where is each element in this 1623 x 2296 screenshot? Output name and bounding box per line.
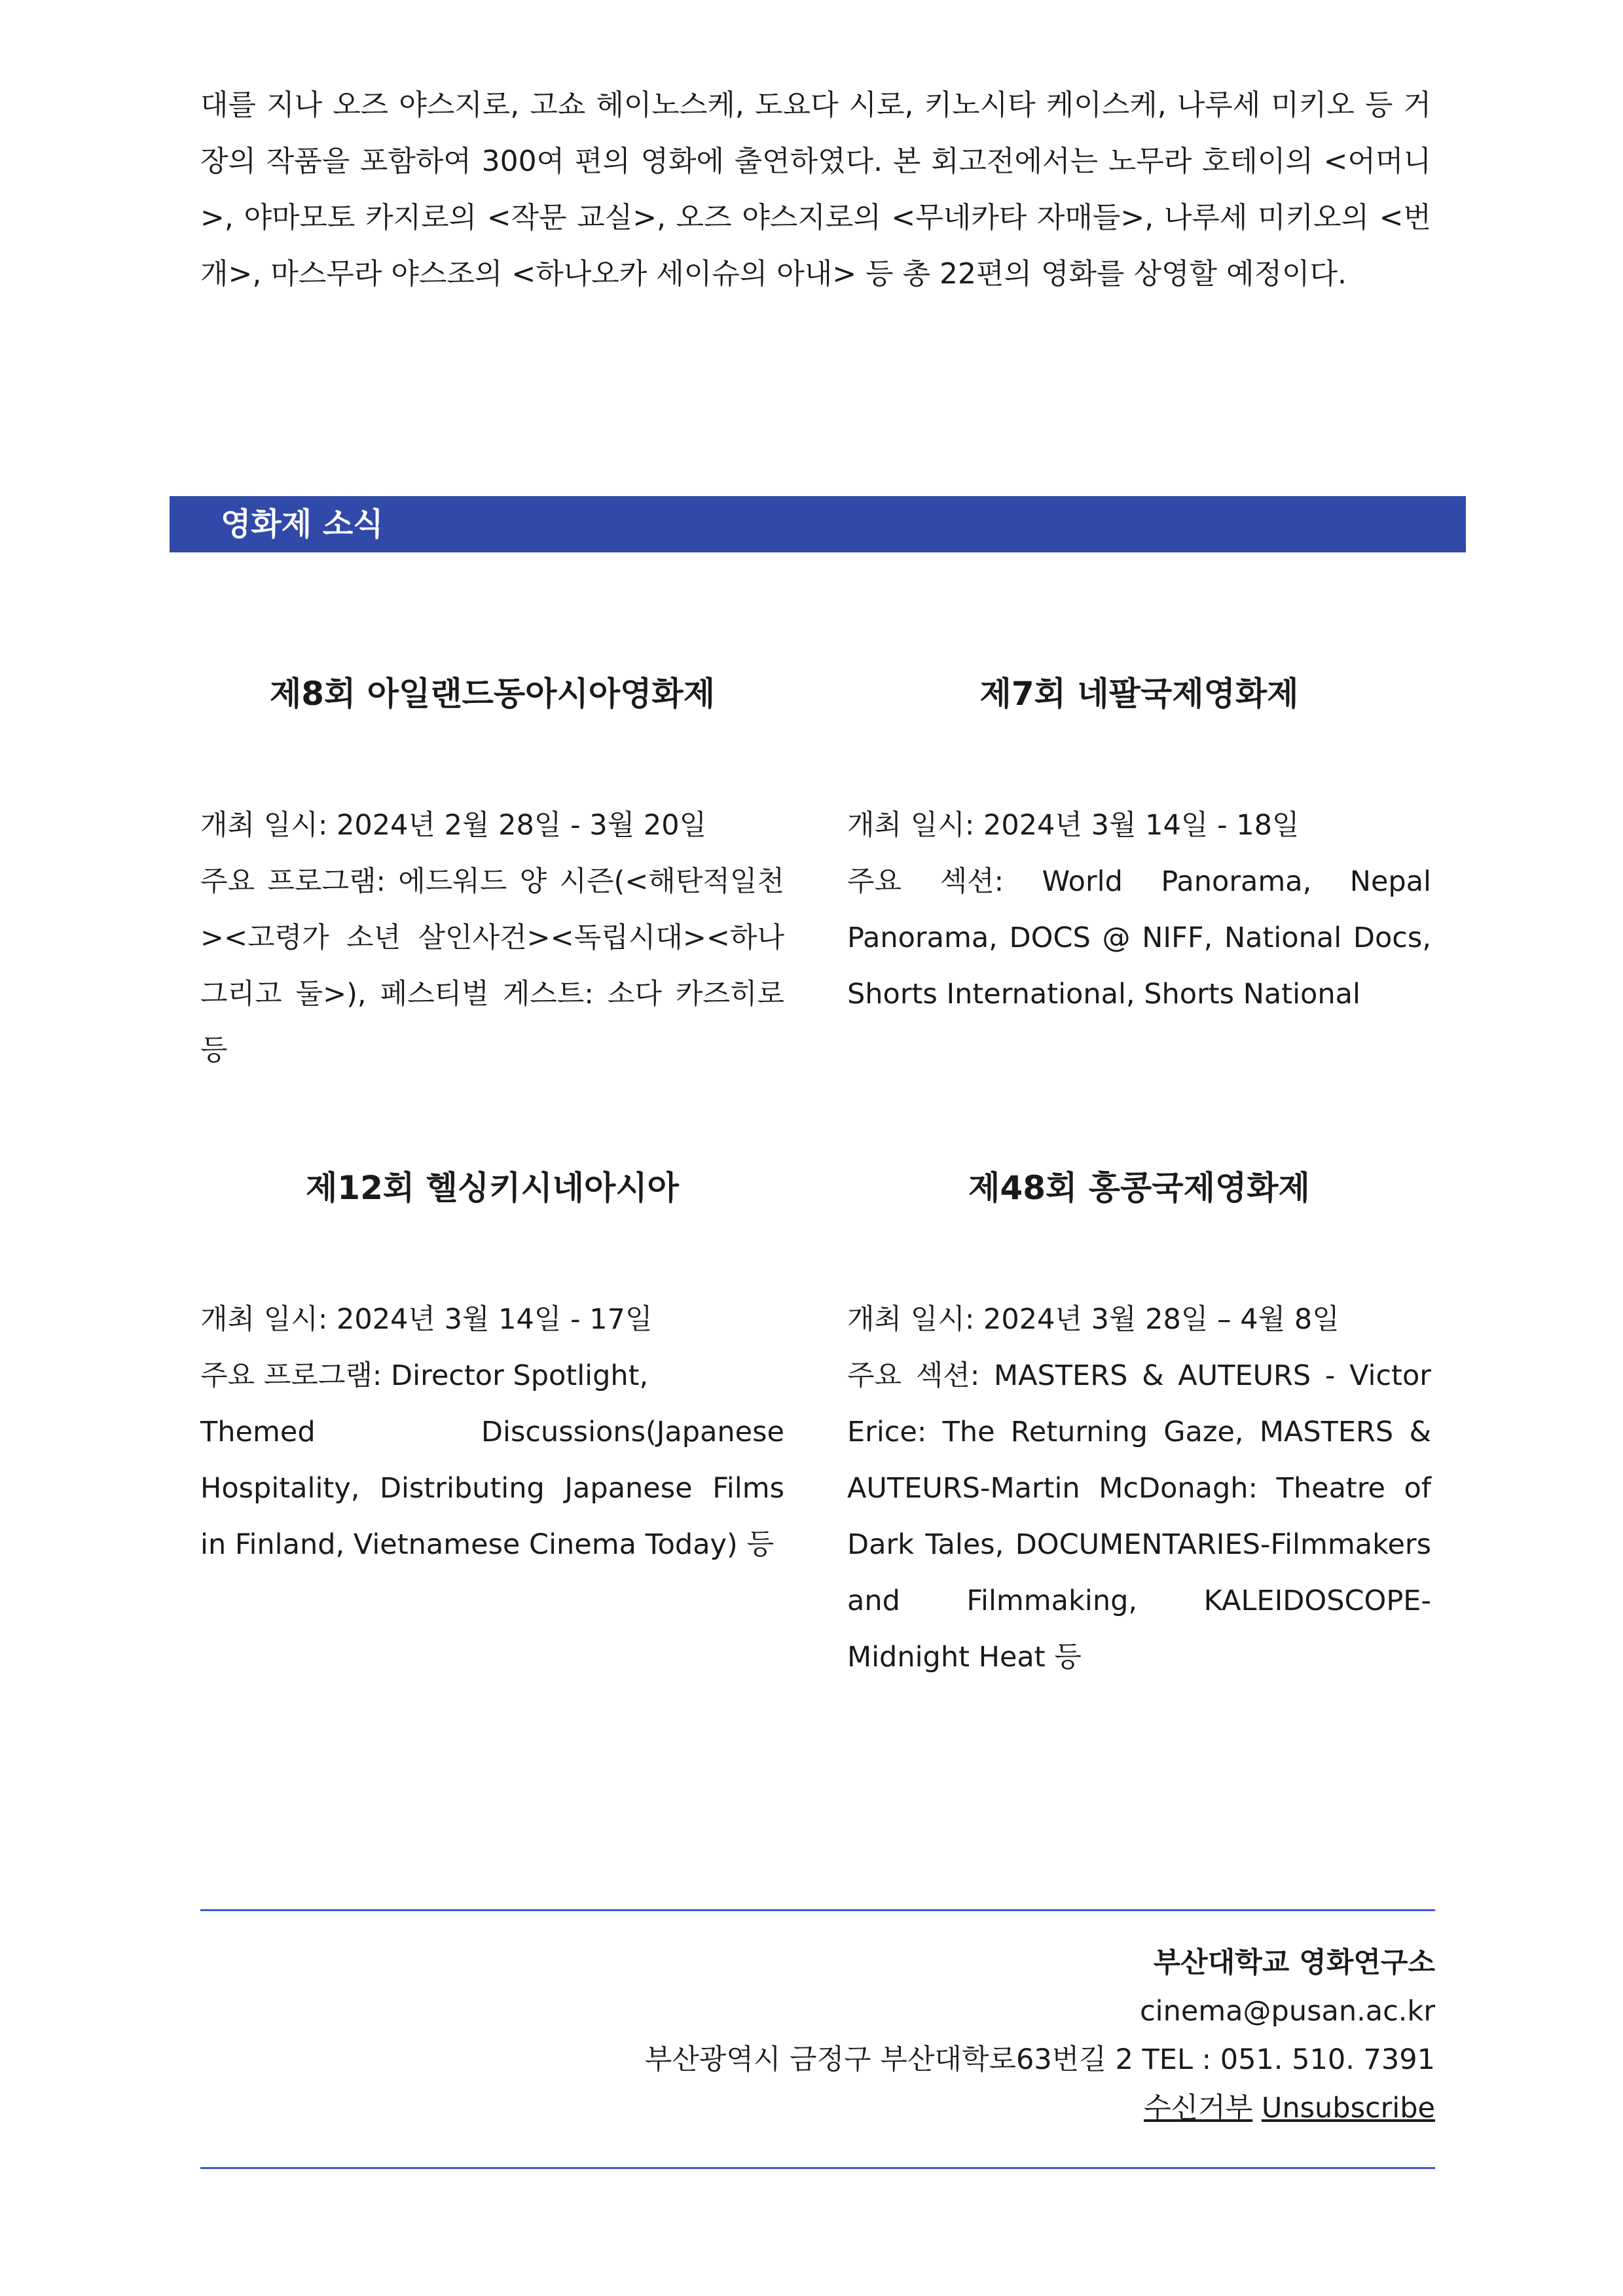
festival-card-ireland	[200, 661, 784, 1079]
festival-card-hongkong	[847, 1155, 1431, 1685]
footer-divider-bottom	[200, 2167, 1435, 2169]
festival-title: 제8회 아일랜드동아시아영화제	[269, 675, 716, 713]
intro-paragraph: 대를 지나 오즈 야스지로, 고쇼 헤이노스케, 도요다 시로, 키노시타 케이스케, 나루세 미키오 등 거장의 작품을 포함하여 300여 편의 영화에 출연하였다. 본 회고전에서는 노무라 호테이의 <어머니>, 야마모토 카지로의 <작문 교실>, 오즈 야스지로의 <무네카타 자매들>, 나루세 미키오의 <번개>, 마스무라 야스조의 <하나오카 세이슈의 아내> 등 총 22편의 영화를 상영할 예정이다.	[200, 88, 1431, 291]
intro-text-block	[200, 77, 1431, 302]
festival-details: 주요 프로그램: 에드워드 양 시즌(<해탄적일천><고령가 소년 살인사건><독립시대><하나 그리고 둘>), 페스티벌 게스트: 소다 카즈히로 등	[200, 865, 784, 1067]
festival-title: 제12회 헬싱키시네아시아	[306, 1169, 679, 1207]
footer	[388, 1939, 1435, 2132]
footer-divider-top	[200, 1909, 1435, 1911]
festival-title: 제7회 네팔국제영화제	[979, 675, 1299, 713]
festival-body	[200, 797, 784, 1079]
section-title: 영화제 소식	[221, 506, 384, 543]
festival-card-nepal	[847, 661, 1431, 1022]
festival-body	[847, 797, 1431, 1022]
festival-details: 주요 섹션: World Panorama, Nepal Panorama, DOCS @ NIFF, National Docs, Shorts International, Shorts National	[847, 865, 1431, 1011]
festival-date: 개최 일시: 2024년 3월 28일 – 4월 8일	[847, 1303, 1340, 1336]
festival-card-helsinki	[200, 1155, 784, 1573]
unsubscribe-link-korean[interactable]: 수신거부	[1144, 2092, 1253, 2125]
footer-address: 부산광역시 금정구 부산대학로63번길 2 TEL : 051. 510. 7391	[644, 2043, 1435, 2076]
festival-date: 개최 일시: 2024년 3월 14일 - 18일	[847, 809, 1300, 842]
festival-date: 개최 일시: 2024년 3월 14일 - 17일	[200, 1303, 653, 1336]
festival-date: 개최 일시: 2024년 2월 28일 - 3월 20일	[200, 809, 707, 842]
festival-details: 주요 섹션: MASTERS & AUTEURS - Victor Erice: The Returning Gaze, MASTERS & AUTEURS-Martin McDonagh: Theatre of Dark Tales, DOCUMENTARIES-Filmmakers and Filmmaking, KALEIDOSCOPE-Midnight Heat 등	[847, 1359, 1431, 1674]
section-banner	[170, 496, 1466, 552]
festival-details-first-line: 주요 프로그램: Director Spotlight,	[200, 1359, 649, 1392]
festival-body	[200, 1291, 784, 1573]
festival-title: 제48회 홍콩국제영화제	[968, 1169, 1310, 1207]
footer-organization: 부산대학교 영화연구소	[1153, 1946, 1435, 1979]
footer-email: cinema@pusan.ac.kr	[1140, 1995, 1435, 2028]
footer-unsubscribe-line	[388, 2084, 1435, 2132]
festival-body	[847, 1291, 1431, 1685]
unsubscribe-link-english[interactable]: Unsubscribe	[1261, 2092, 1435, 2125]
festival-details: Themed Discussions(Japanese Hospitality, Distributing Japanese Films in Finland, Vietnamese Cinema Today) 등	[200, 1416, 784, 1561]
